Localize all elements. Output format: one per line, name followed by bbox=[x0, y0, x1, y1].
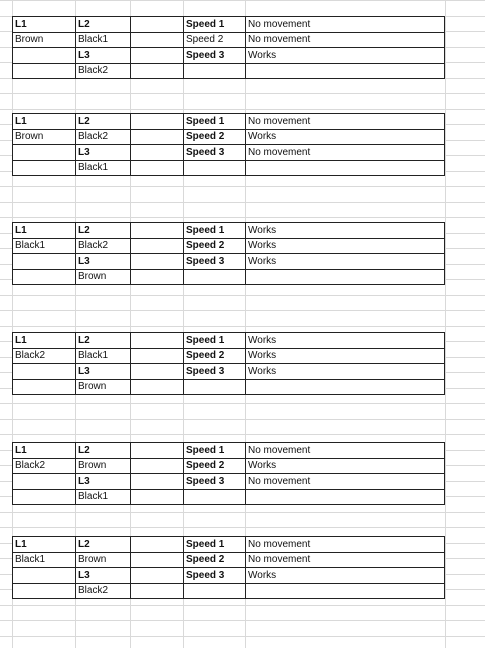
table-cell[interactable]: Black1 bbox=[78, 162, 109, 173]
gridline-row bbox=[0, 186, 485, 187]
table-cell[interactable] bbox=[245, 583, 445, 599]
table-cell[interactable]: Speed 2 bbox=[186, 350, 225, 361]
table-cell[interactable] bbox=[130, 474, 183, 490]
table-cell[interactable] bbox=[12, 379, 75, 395]
table-cell[interactable]: No movement bbox=[248, 115, 311, 127]
table-cell[interactable]: No movement bbox=[248, 146, 311, 158]
gridline-row bbox=[0, 202, 485, 203]
table-cell[interactable] bbox=[130, 443, 183, 459]
gridline-row bbox=[0, 636, 485, 637]
gridline-row bbox=[0, 512, 485, 513]
gridline-row bbox=[0, 310, 485, 311]
table-cell[interactable]: Speed 3 bbox=[186, 365, 225, 377]
table-cell[interactable] bbox=[12, 474, 75, 490]
table-cell[interactable] bbox=[183, 583, 245, 599]
table-cell[interactable]: Speed 3 bbox=[186, 569, 225, 581]
table-cell[interactable]: Works bbox=[248, 365, 277, 377]
table-cell[interactable]: Black2 bbox=[78, 131, 109, 142]
config-table bbox=[12, 113, 445, 175]
table-cell[interactable] bbox=[130, 129, 183, 145]
table-cell[interactable] bbox=[130, 223, 183, 239]
gridline-row bbox=[0, 217, 485, 218]
table-cell[interactable] bbox=[245, 160, 445, 176]
table-cell[interactable] bbox=[130, 333, 183, 349]
table-cell[interactable]: Brown bbox=[78, 554, 107, 565]
gridline-row bbox=[0, 93, 485, 94]
table-cell[interactable]: No movement bbox=[248, 475, 311, 487]
table-cell[interactable] bbox=[12, 63, 75, 79]
table-cell[interactable]: Brown bbox=[78, 381, 107, 392]
table-cell[interactable] bbox=[183, 63, 245, 79]
table-cell[interactable] bbox=[130, 145, 183, 161]
gridline-row bbox=[0, 403, 485, 404]
table-cell[interactable]: Black2 bbox=[15, 460, 46, 471]
table-cell[interactable]: Works bbox=[248, 460, 277, 471]
table-cell[interactable]: Black1 bbox=[78, 34, 109, 45]
config-table bbox=[12, 16, 445, 78]
table-cell[interactable]: L3 bbox=[78, 569, 90, 581]
table-cell[interactable] bbox=[183, 160, 245, 176]
gridline-row bbox=[0, 109, 485, 110]
table-cell[interactable] bbox=[245, 63, 445, 79]
table-cell[interactable]: Speed 2 bbox=[186, 240, 225, 251]
table-cell[interactable] bbox=[130, 63, 183, 79]
table-cell[interactable]: Works bbox=[248, 224, 277, 236]
table-cell[interactable] bbox=[130, 32, 183, 48]
table-cell[interactable]: No movement bbox=[248, 554, 311, 565]
table-cell[interactable] bbox=[130, 458, 183, 474]
table-cell[interactable]: L1 bbox=[15, 115, 27, 127]
table-cell[interactable]: Black1 bbox=[78, 491, 109, 502]
table-cell[interactable] bbox=[183, 489, 245, 505]
table-cell[interactable]: Speed 1 bbox=[186, 18, 225, 30]
table-cell[interactable]: No movement bbox=[248, 18, 311, 30]
gridline-row bbox=[0, 620, 485, 621]
table-cell[interactable]: Brown bbox=[78, 271, 107, 282]
table-cell[interactable] bbox=[130, 269, 183, 285]
config-table bbox=[12, 332, 445, 394]
table-cell[interactable]: Works bbox=[248, 255, 277, 267]
table-cell[interactable] bbox=[130, 160, 183, 176]
table-cell[interactable]: Speed 3 bbox=[186, 49, 225, 61]
table-cell[interactable]: Speed 1 bbox=[186, 334, 225, 346]
table-cell[interactable] bbox=[130, 48, 183, 64]
table-cell[interactable]: L1 bbox=[15, 18, 27, 30]
table-cell[interactable]: Speed 1 bbox=[186, 115, 225, 127]
table-cell[interactable]: Black1 bbox=[15, 554, 46, 565]
table-cell[interactable] bbox=[130, 238, 183, 254]
table-cell[interactable]: Black1 bbox=[78, 350, 109, 361]
table-cell[interactable]: Black1 bbox=[15, 240, 46, 251]
table-cell[interactable] bbox=[130, 348, 183, 364]
table-cell[interactable]: L2 bbox=[78, 224, 90, 236]
table-cell[interactable]: Speed 1 bbox=[186, 538, 225, 550]
table-cell[interactable]: No movement bbox=[248, 444, 311, 456]
gridline-row bbox=[0, 605, 485, 606]
table-cell[interactable] bbox=[12, 269, 75, 285]
table-cell[interactable]: Speed 2 bbox=[186, 34, 224, 45]
table-cell[interactable]: Works bbox=[248, 350, 277, 361]
table-cell[interactable] bbox=[12, 364, 75, 380]
table-cell[interactable] bbox=[130, 364, 183, 380]
table-cell[interactable]: No movement bbox=[248, 34, 311, 45]
table-cell[interactable]: Works bbox=[248, 49, 277, 61]
config-table bbox=[12, 442, 445, 504]
table-cell[interactable] bbox=[130, 583, 183, 599]
table-cell[interactable] bbox=[245, 489, 445, 505]
table-cell[interactable]: Black2 bbox=[78, 240, 109, 251]
table-cell[interactable] bbox=[183, 269, 245, 285]
table-cell[interactable]: Brown bbox=[15, 34, 44, 45]
table-cell[interactable] bbox=[12, 583, 75, 599]
table-cell[interactable]: Works bbox=[248, 569, 277, 581]
table-cell[interactable]: Speed 3 bbox=[186, 146, 225, 158]
table-cell[interactable]: Speed 1 bbox=[186, 224, 225, 236]
table-cell[interactable]: No movement bbox=[248, 538, 311, 550]
table-cell[interactable]: L2 bbox=[78, 18, 90, 30]
table-cell[interactable]: Speed 3 bbox=[186, 255, 225, 267]
table-cell[interactable]: L1 bbox=[15, 538, 27, 550]
config-table bbox=[12, 222, 445, 284]
table-cell[interactable]: Works bbox=[248, 240, 277, 251]
table-cell[interactable]: L2 bbox=[78, 115, 90, 127]
table-cell[interactable]: Black2 bbox=[15, 350, 46, 361]
table-cell[interactable]: Speed 2 bbox=[186, 131, 225, 142]
table-cell[interactable] bbox=[12, 489, 75, 505]
table-cell[interactable] bbox=[183, 379, 245, 395]
table-cell[interactable]: L1 bbox=[15, 224, 27, 236]
gridline-row bbox=[0, 434, 485, 435]
table-cell[interactable] bbox=[130, 489, 183, 505]
table-cell[interactable] bbox=[130, 379, 183, 395]
table-cell[interactable] bbox=[12, 145, 75, 161]
table-cell[interactable] bbox=[130, 114, 183, 130]
table-cell[interactable]: Brown bbox=[78, 460, 107, 471]
table-cell[interactable] bbox=[130, 552, 183, 568]
table-cell[interactable]: L3 bbox=[78, 49, 90, 61]
table-cell[interactable] bbox=[12, 254, 75, 270]
table-cell[interactable]: L2 bbox=[78, 444, 90, 456]
table-cell[interactable]: L1 bbox=[15, 444, 27, 456]
table-cell[interactable]: Brown bbox=[15, 131, 44, 142]
gridline-row bbox=[0, 419, 485, 420]
table-cell[interactable]: L3 bbox=[78, 475, 90, 487]
table-cell[interactable] bbox=[130, 254, 183, 270]
table-cell[interactable]: Speed 2 bbox=[186, 554, 225, 565]
table-cell[interactable] bbox=[12, 160, 75, 176]
table-cell[interactable]: L2 bbox=[78, 334, 90, 346]
table-cell[interactable]: Speed 2 bbox=[186, 460, 225, 471]
table-cell[interactable]: L3 bbox=[78, 146, 90, 158]
gridline-col bbox=[445, 0, 446, 648]
config-table bbox=[12, 536, 445, 598]
table-cell[interactable] bbox=[130, 17, 183, 33]
table-cell[interactable]: L3 bbox=[78, 255, 90, 267]
table-cell[interactable]: Works bbox=[248, 334, 277, 346]
table-cell[interactable] bbox=[245, 379, 445, 395]
table-cell[interactable] bbox=[245, 269, 445, 285]
table-cell[interactable]: Speed 1 bbox=[186, 444, 225, 456]
gridline-row bbox=[0, 0, 485, 1]
table-cell[interactable]: L1 bbox=[15, 334, 27, 346]
gridline-row bbox=[0, 326, 485, 327]
table-cell[interactable] bbox=[12, 48, 75, 64]
table-cell[interactable]: Works bbox=[248, 131, 277, 142]
table-cell[interactable]: L2 bbox=[78, 538, 90, 550]
gridline-row bbox=[0, 527, 485, 528]
table-cell[interactable] bbox=[12, 568, 75, 584]
table-cell[interactable]: L3 bbox=[78, 365, 90, 377]
table-cell[interactable]: Black2 bbox=[78, 585, 109, 596]
table-cell[interactable] bbox=[130, 568, 183, 584]
table-cell[interactable]: Speed 3 bbox=[186, 475, 225, 487]
table-cell[interactable] bbox=[130, 537, 183, 553]
gridline-row bbox=[0, 295, 485, 296]
table-cell[interactable]: Black2 bbox=[78, 65, 109, 76]
